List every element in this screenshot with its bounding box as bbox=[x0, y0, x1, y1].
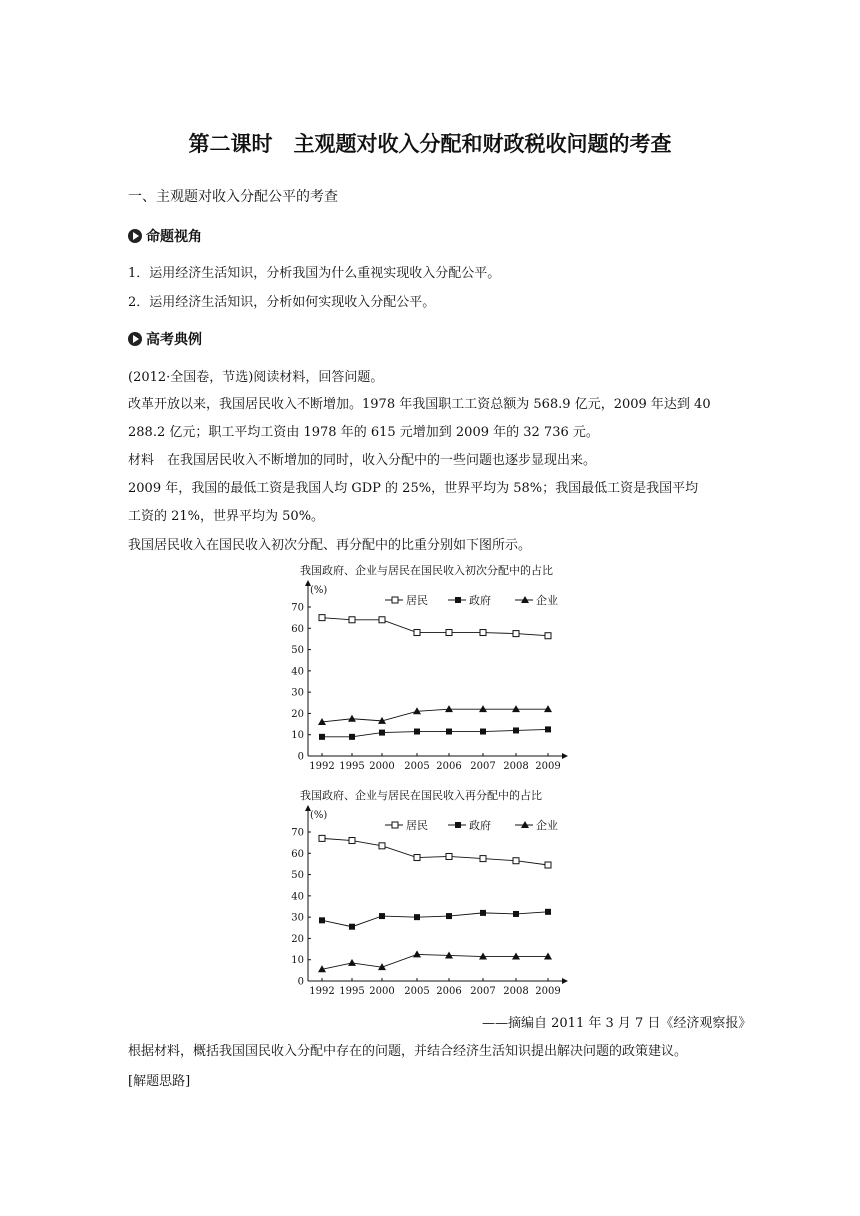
x-tick-label: 2009 bbox=[535, 761, 561, 772]
data-point bbox=[545, 726, 551, 732]
legend-label: 企业 bbox=[536, 819, 558, 832]
legend-marker bbox=[455, 597, 461, 603]
y-tick-label: 40 bbox=[291, 666, 304, 678]
legend-label: 政府 bbox=[469, 594, 491, 607]
data-point bbox=[446, 853, 452, 859]
data-point bbox=[379, 730, 385, 736]
tag-example-label: 高考典例 bbox=[146, 332, 202, 348]
chart-2-title: 我国政府、企业与居民在国民收入再分配中的占比 bbox=[300, 789, 542, 802]
y-tick-label: 10 bbox=[291, 730, 304, 742]
data-point bbox=[513, 631, 519, 637]
chart-redistribution bbox=[280, 803, 580, 999]
data-point bbox=[414, 855, 420, 861]
example-paragraph-1a: 改革开放以来，我国居民收入不断增加。1978 年我国职工工资总额为 568.9 亿元，2009 年达到 40 bbox=[128, 397, 711, 412]
example-paragraph-2a: 2009 年，我国的最低工资是我国人均 GDP 的 25%，世界平均为 58%；我国最低工资是我国平均 bbox=[128, 481, 699, 496]
data-point bbox=[445, 705, 453, 712]
example-paragraph-2b: 工资的 21%，世界平均为 50%。 bbox=[128, 509, 325, 524]
data-point bbox=[446, 913, 452, 919]
x-tick-label: 2007 bbox=[470, 761, 496, 772]
tag-example bbox=[128, 329, 202, 349]
answer-heading: [解题思路] bbox=[128, 1074, 191, 1089]
play-arrow-icon bbox=[128, 332, 142, 346]
x-tick-label: 2005 bbox=[404, 761, 430, 772]
play-arrow-icon bbox=[128, 229, 142, 243]
data-point bbox=[513, 911, 519, 917]
x-tick-label: 1995 bbox=[339, 761, 365, 772]
legend-label: 企业 bbox=[536, 594, 558, 607]
y-tick-label: 40 bbox=[291, 891, 304, 903]
y-tick-label: 0 bbox=[297, 751, 304, 763]
x-axis-arrow bbox=[562, 978, 568, 984]
x-tick-label: 2008 bbox=[503, 986, 529, 997]
x-tick-label: 2009 bbox=[535, 986, 561, 997]
chart-initial-distribution bbox=[280, 578, 580, 774]
data-point bbox=[446, 729, 452, 735]
x-tick-label: 2006 bbox=[436, 761, 462, 772]
data-point bbox=[379, 913, 385, 919]
x-tick-label: 2000 bbox=[369, 761, 395, 772]
y-axis-label: (%) bbox=[310, 585, 328, 596]
page-title: 第二课时 主观题对收入分配和财政税收问题的考查 bbox=[188, 132, 672, 156]
x-tick-label: 2000 bbox=[369, 986, 395, 997]
y-tick-label: 20 bbox=[291, 708, 304, 720]
data-point bbox=[446, 630, 452, 636]
data-point bbox=[319, 615, 325, 621]
legend-marker bbox=[521, 821, 529, 828]
example-source: (2012·全国卷，节选)阅读材料，回答问题。 bbox=[128, 370, 384, 385]
y-tick-label: 20 bbox=[291, 933, 304, 945]
data-point bbox=[349, 617, 355, 623]
y-axis-label: (%) bbox=[310, 810, 328, 821]
question: 根据材料，概括我国国民收入分配中存在的问题，并结合经济生活知识提出解决问题的政策建议。 bbox=[128, 1044, 688, 1059]
data-point bbox=[480, 630, 486, 636]
y-tick-label: 30 bbox=[291, 912, 304, 924]
data-point bbox=[544, 705, 552, 712]
x-tick-label: 2006 bbox=[436, 986, 462, 997]
material-line: 材料 在我国居民收入不断增加的同时，收入分配中的一些问题也逐步显现出来。 bbox=[128, 453, 597, 468]
x-tick-label: 1992 bbox=[309, 761, 335, 772]
data-point bbox=[414, 729, 420, 735]
legend-marker bbox=[455, 822, 461, 828]
data-point bbox=[545, 633, 551, 639]
data-point bbox=[379, 843, 385, 849]
x-tick-label: 2005 bbox=[404, 986, 430, 997]
tag-angle bbox=[128, 226, 202, 246]
data-point bbox=[544, 953, 552, 960]
data-point bbox=[414, 630, 420, 636]
x-tick-label: 1992 bbox=[309, 986, 335, 997]
y-tick-label: 60 bbox=[291, 848, 304, 860]
legend-label: 居民 bbox=[406, 594, 428, 607]
y-tick-label: 30 bbox=[291, 687, 304, 699]
y-tick-label: 0 bbox=[297, 976, 304, 988]
data-point bbox=[513, 727, 519, 733]
citation: ——摘编自 2011 年 3 月 7 日《经济观察报》 bbox=[482, 1016, 752, 1031]
data-point bbox=[413, 950, 421, 957]
x-tick-label: 2007 bbox=[470, 986, 496, 997]
data-point bbox=[349, 734, 355, 740]
legend-label: 居民 bbox=[406, 819, 428, 832]
chart-1-title: 我国政府、企业与居民在国民收入初次分配中的占比 bbox=[300, 564, 553, 577]
data-point bbox=[348, 959, 356, 966]
y-tick-label: 60 bbox=[291, 623, 304, 635]
angle-item-1: 1．运用经济生活知识，分析我国为什么重视实现收入分配公平。 bbox=[128, 266, 501, 281]
data-point bbox=[379, 617, 385, 623]
data-point bbox=[319, 917, 325, 923]
data-point bbox=[349, 838, 355, 844]
legend-label: 政府 bbox=[469, 819, 491, 832]
x-axis-arrow bbox=[562, 753, 568, 759]
data-point bbox=[348, 715, 356, 722]
x-tick-label: 1995 bbox=[339, 986, 365, 997]
example-paragraph-1b: 288.2 亿元；职工平均工资由 1978 年的 615 元增加到 2009 年的 32 736 元。 bbox=[128, 425, 599, 440]
data-point bbox=[512, 705, 520, 712]
angle-item-2: 2．运用经济生活知识，分析如何实现收入分配公平。 bbox=[128, 295, 436, 310]
data-point bbox=[319, 734, 325, 740]
y-tick-label: 10 bbox=[291, 955, 304, 967]
y-tick-label: 70 bbox=[291, 602, 304, 614]
data-point bbox=[545, 909, 551, 915]
data-point bbox=[512, 953, 520, 960]
data-point bbox=[480, 729, 486, 735]
y-tick-label: 50 bbox=[291, 645, 304, 657]
legend-marker bbox=[392, 597, 398, 603]
data-point bbox=[479, 705, 487, 712]
y-tick-label: 70 bbox=[291, 827, 304, 839]
data-point bbox=[319, 835, 325, 841]
section-heading: 一、主观题对收入分配公平的考查 bbox=[128, 189, 338, 205]
data-point bbox=[545, 862, 551, 868]
legend-marker bbox=[521, 596, 529, 603]
example-paragraph-3: 我国居民收入在国民收入初次分配、再分配中的比重分别如下图所示。 bbox=[128, 538, 532, 553]
y-tick-label: 50 bbox=[291, 870, 304, 882]
data-point bbox=[349, 924, 355, 930]
data-point bbox=[414, 914, 420, 920]
tag-angle-label: 命题视角 bbox=[146, 229, 202, 245]
data-point bbox=[513, 858, 519, 864]
x-tick-label: 2008 bbox=[503, 761, 529, 772]
data-point bbox=[480, 910, 486, 916]
legend-marker bbox=[392, 822, 398, 828]
data-point bbox=[480, 856, 486, 862]
